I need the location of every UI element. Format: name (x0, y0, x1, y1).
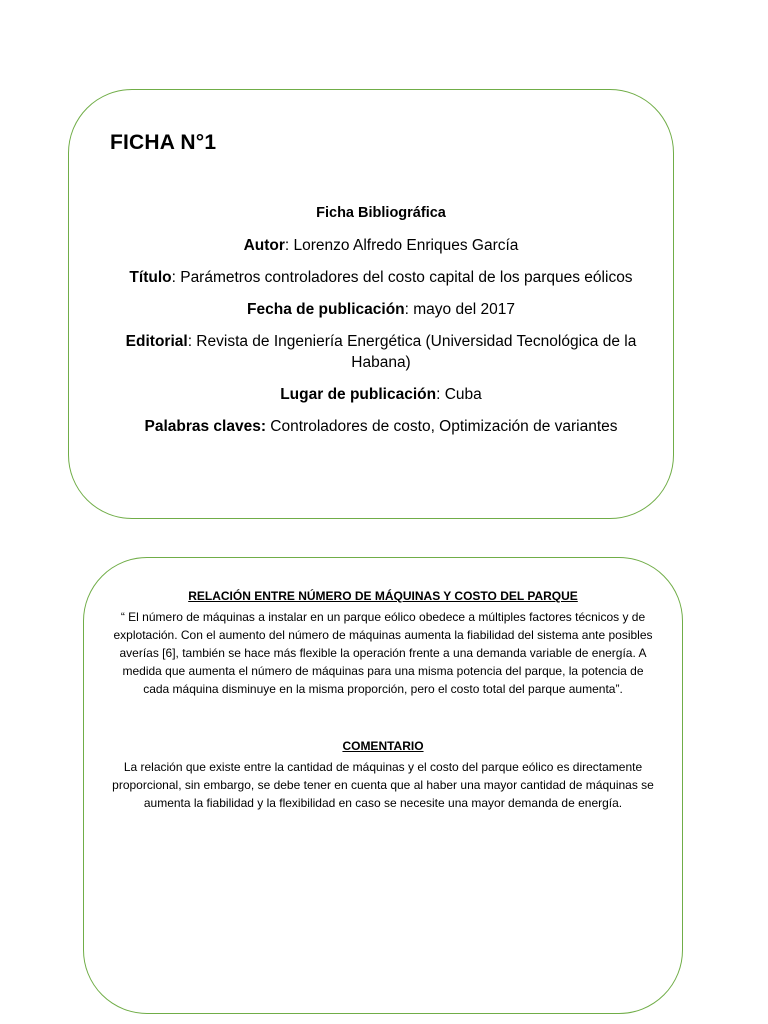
bibliographic-card (68, 89, 674, 519)
summary-card (83, 557, 683, 1014)
author-label: Autor (243, 237, 285, 254)
publication-place-separator: : (436, 386, 441, 403)
publisher-value: Revista de Ingeniería Energética (Universidad Tecnológica de la Habana) (192, 333, 637, 371)
author-field (99, 235, 663, 256)
publication-place-field (99, 384, 663, 405)
comment-title: COMENTARIO (342, 739, 424, 753)
title-label: Título (129, 269, 172, 286)
title-separator: : (171, 269, 176, 286)
comment-text: La relación que existe entre la cantidad de máquinas y el costo del parque eólico es directamente proporcional, sin embargo, se debe tener en cuenta que al haber una mayor cantidad de máquinas se aumenta la fiabilidad y la flexibilidad en caso se necesite una mayor demanda de energía. (112, 760, 654, 810)
publication-date-field (99, 299, 663, 320)
publication-date-value: mayo del 2017 (408, 301, 515, 318)
publisher-label: Editorial (125, 333, 188, 350)
bibliographic-details (99, 203, 663, 448)
publisher-separator: : (187, 333, 192, 350)
card-title: FICHA N°1 (110, 131, 217, 154)
summary-content (108, 587, 658, 812)
keywords-value: Controladores de costo, Optimización de variantes (266, 418, 618, 435)
section-title: RELACIÓN ENTRE NÚMERO DE MÁQUINAS Y COSTO DEL PARQUE (188, 589, 578, 603)
card-subtitle: Ficha Bibliográfica (316, 205, 446, 221)
author-value: Lorenzo Alfredo Enriques García (289, 237, 519, 254)
publication-place-value: Cuba (440, 386, 482, 403)
publication-date-label: Fecha de publicación (247, 301, 405, 318)
keywords-label: Palabras claves: (144, 418, 266, 435)
publication-place-label: Lugar de publicación (280, 386, 437, 403)
publication-date-separator: : (404, 301, 409, 318)
author-separator: : (284, 237, 290, 254)
publisher-field (99, 331, 663, 373)
keywords-field (99, 416, 663, 437)
title-field (99, 267, 663, 288)
title-value: Parámetros controladores del costo capital de los parques eólicos (175, 269, 633, 286)
quote-text: “ El número de máquinas a instalar en un parque eólico obedece a múltiples factores técnicos y de explotación. Con el aumento del número de máquinas aumenta la fiabilidad del sistema ante posibles averías [6], también se hace más flexible la operación frente a una demanda variable de energía. A medida que aumenta el número de máquinas para una misma potencia del parque, la potencia de cada máquina disminuye en la misma proporción, pero el costo total del parque aumenta”. (113, 610, 653, 696)
